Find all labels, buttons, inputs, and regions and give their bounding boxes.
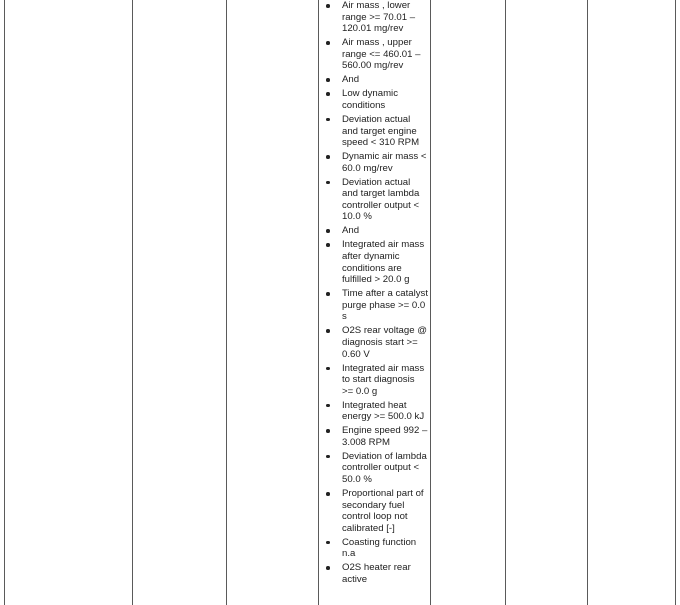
bullet-icon: [326, 492, 330, 496]
list-item: [322, 177, 428, 223]
bullet-icon: [326, 541, 330, 545]
table-border-left: [4, 0, 5, 605]
list-item: [322, 114, 428, 149]
bullet-icon: [326, 566, 330, 570]
bullet-icon: [326, 404, 330, 408]
list-item: [322, 325, 428, 360]
condition-text: And: [342, 74, 360, 86]
list-item: [322, 363, 428, 398]
table-column-divider: [505, 0, 506, 605]
condition-text: Deviation actual and target lambda controller output < 10.0 %: [342, 176, 420, 223]
list-item: [322, 225, 428, 237]
bullet-icon: [326, 243, 330, 247]
list-item: [322, 288, 428, 323]
bullet-icon: [326, 78, 330, 82]
enable-conditions-cell: [322, 0, 428, 588]
condition-text: O2S rear voltage @ diagnosis start >= 0.60 V: [342, 325, 427, 360]
table-column-divider: [430, 0, 431, 605]
table-column-divider: [587, 0, 588, 605]
list-item: [322, 37, 428, 72]
list-item: [322, 239, 428, 285]
bullet-icon: [326, 181, 330, 185]
condition-text: Air mass , lower range >= 70.01 – 120.01 mg/rev: [342, 0, 416, 35]
bullet-icon: [326, 367, 330, 371]
list-item: [322, 151, 428, 174]
list-item: [322, 400, 428, 423]
bullet-icon: [326, 4, 330, 8]
enable-conditions-list: [322, 0, 428, 586]
condition-text: Time after a catalyst purge phase >= 0.0 s: [342, 288, 429, 323]
condition-text: Engine speed 992 – 3.008 RPM: [342, 425, 428, 448]
condition-text: Low dynamic conditions: [342, 88, 398, 111]
list-item: [322, 74, 428, 86]
table-border-right: [675, 0, 676, 605]
bullet-icon: [326, 429, 330, 433]
condition-text: O2S heater rear active: [342, 562, 411, 585]
condition-text: Deviation of lambda controller output < 50.0 %: [342, 450, 427, 486]
bullet-icon: [326, 455, 330, 459]
condition-text: Integrated heat energy >= 500.0 kJ: [342, 399, 425, 423]
condition-text: Coasting function n.a: [342, 536, 417, 560]
condition-text: Integrated air mass after dynamic conditions are fulfilled > 20.0 g: [342, 239, 425, 286]
bullet-icon: [326, 155, 330, 159]
bullet-icon: [326, 118, 330, 122]
condition-text: Air mass , upper range <= 460.01 – 560.00 mg/rev: [342, 37, 421, 72]
bullet-icon: [326, 41, 330, 45]
bullet-icon: [326, 329, 330, 333]
list-item: [322, 488, 428, 534]
list-item: [322, 88, 428, 111]
list-item: [322, 451, 428, 486]
table-column-divider: [226, 0, 227, 605]
condition-text: Proportional part of secondary fuel control loop not calibrated [-]: [342, 488, 424, 534]
condition-text: And: [342, 225, 360, 237]
condition-text: Deviation actual and target engine speed < 310 RPM: [342, 113, 420, 149]
list-item: [322, 425, 428, 448]
table-column-divider: [318, 0, 319, 605]
condition-text: Integrated air mass to start diagnosis >= 0.0 g: [342, 362, 425, 397]
condition-text: Dynamic air mass < 60.0 mg/rev: [342, 151, 427, 174]
bullet-icon: [326, 92, 330, 96]
bullet-icon: [326, 229, 330, 233]
list-item: [322, 562, 428, 585]
list-item: [322, 0, 428, 35]
table-column-divider: [132, 0, 133, 605]
list-item: [322, 537, 428, 560]
bullet-icon: [326, 292, 330, 296]
